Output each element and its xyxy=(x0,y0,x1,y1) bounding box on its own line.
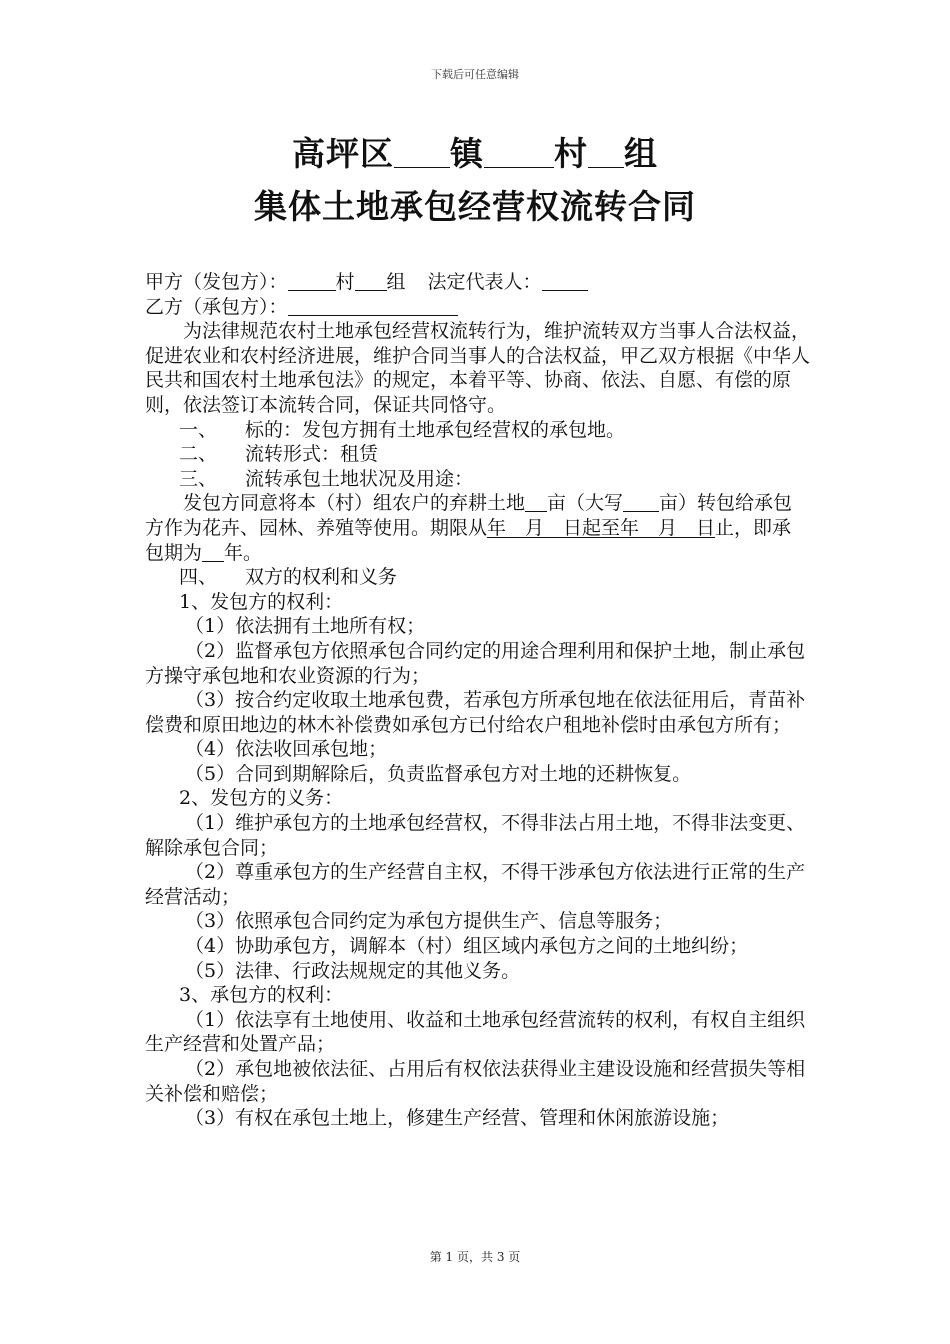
title-district: 高坪区 xyxy=(292,134,394,173)
list-item: （2）承包地被依法征、占用后有权依法获得业主建设设施和经营损失等相关补偿和赔偿； xyxy=(145,1058,806,1105)
party-a-group: 组 xyxy=(386,271,406,293)
contract-body xyxy=(145,270,810,1131)
list-item: （4）依法收回承包地； xyxy=(185,738,388,761)
preamble: 为法律规范农村土地承包经营权流转行为，维护流转双方当事人合法权益，促进农业和农村经济进展，维护合同当事人的合法权益，甲乙双方根据《中华人民共和国农村土地承包法》的规定，本着平等、协商、依法、自愿、有偿的原则，依法签订本流转合同，保证共同恪守。 xyxy=(145,320,811,416)
blank-mu xyxy=(525,493,547,512)
party-a-blank-group xyxy=(355,272,387,291)
party-b-line xyxy=(145,295,810,320)
section-3: 三、 流转承包土地状况及用途： xyxy=(179,467,474,490)
title-blank-village xyxy=(484,149,554,168)
party-b-label: 乙方（承包方）： xyxy=(145,295,288,318)
party-a-blank-rep xyxy=(542,272,588,291)
party-a-line xyxy=(145,270,810,295)
section-3-body: 发包方同意将本（村）组农户的弃耕土地 亩（大写 亩）转包给承包方作为花卉、园林、养殖等使用。期限从年 月 日起至年 月 日止，即承包期为 年。 xyxy=(145,492,793,564)
list-item: （3）有权在承包土地上，修建生产经营、管理和休闲旅游设施； xyxy=(185,1107,730,1130)
list-item: （1）依法拥有土地所有权； xyxy=(185,615,426,638)
title-line-1 xyxy=(0,128,950,175)
section-2: 二、 流转形式：租赁 xyxy=(179,443,379,466)
section-1: 一、 标的：发包方拥有土地承包经营权的承包地。 xyxy=(179,418,626,441)
blank-mu-capital xyxy=(623,493,659,512)
list-item: （3）依照承包合同约定为承包方提供生产、信息等服务； xyxy=(185,910,673,933)
party-b-blank xyxy=(288,297,458,316)
title-town: 镇 xyxy=(450,134,484,173)
list-item: （3）按合约定收取土地承包费，若承包方所承包地在依法征用后，青苗补偿费和原田地边的林木补偿费如承包方已付给农户租地补偿时由承包方所有； xyxy=(145,689,806,736)
list-item: （2）监督承包方依照承包合同约定的用途合理利用和保护土地，制止承包方操守承包地和农业资源的行为； xyxy=(145,639,806,687)
subsection-title: 2、发包方的义务： xyxy=(179,787,344,810)
title-line-2: 集体土地承包经营权流转合同 xyxy=(254,187,696,226)
list-item: （1）维护承包方的土地承包经营权，不得非法占用土地，不得非法变更、解除承包合同； xyxy=(145,812,806,859)
party-a-village: 村 xyxy=(335,271,355,293)
title-blank-town xyxy=(394,149,450,168)
page-footer: 第 1 页，共 3 页 xyxy=(429,1250,521,1264)
title-village: 村 xyxy=(554,134,588,173)
subsection-title: 3、承包方的权利： xyxy=(179,984,344,1007)
blank-years xyxy=(202,543,224,562)
title-group: 组 xyxy=(624,134,658,173)
list-item: （4）协助承包方，调解本（村）组区域内承包方之间的土地纠纷； xyxy=(185,935,749,958)
party-a-label: 甲方（发包方）： xyxy=(145,271,288,293)
subsection-title: 1、发包方的权利： xyxy=(179,590,344,613)
rights-obligations xyxy=(145,590,810,1131)
party-a-rep-label: 法定代表人： xyxy=(427,271,542,293)
list-item: （2）尊重承包方的生产经营自主权，不得干涉承包方依法进行正常的生产经营活动； xyxy=(145,861,806,908)
title-blank-group xyxy=(588,149,624,168)
list-item: （1）依法享有土地使用、收益和土地承包经营流转的权利，有权自主组织生产经营和处置产品； xyxy=(145,1008,806,1056)
list-item: （5）合同到期解除后，负责监督承包方对土地的还耕恢复。 xyxy=(185,762,692,785)
section-4: 四、 双方的权利和义务 xyxy=(179,566,398,589)
term-dates: 年 月 日起至年 月 日 xyxy=(487,516,716,539)
list-item: （5）法律、行政法规规定的其他义务。 xyxy=(185,959,521,982)
page-header: 下载后可任意编辑 xyxy=(431,68,519,81)
party-a-blank-village xyxy=(288,272,336,291)
